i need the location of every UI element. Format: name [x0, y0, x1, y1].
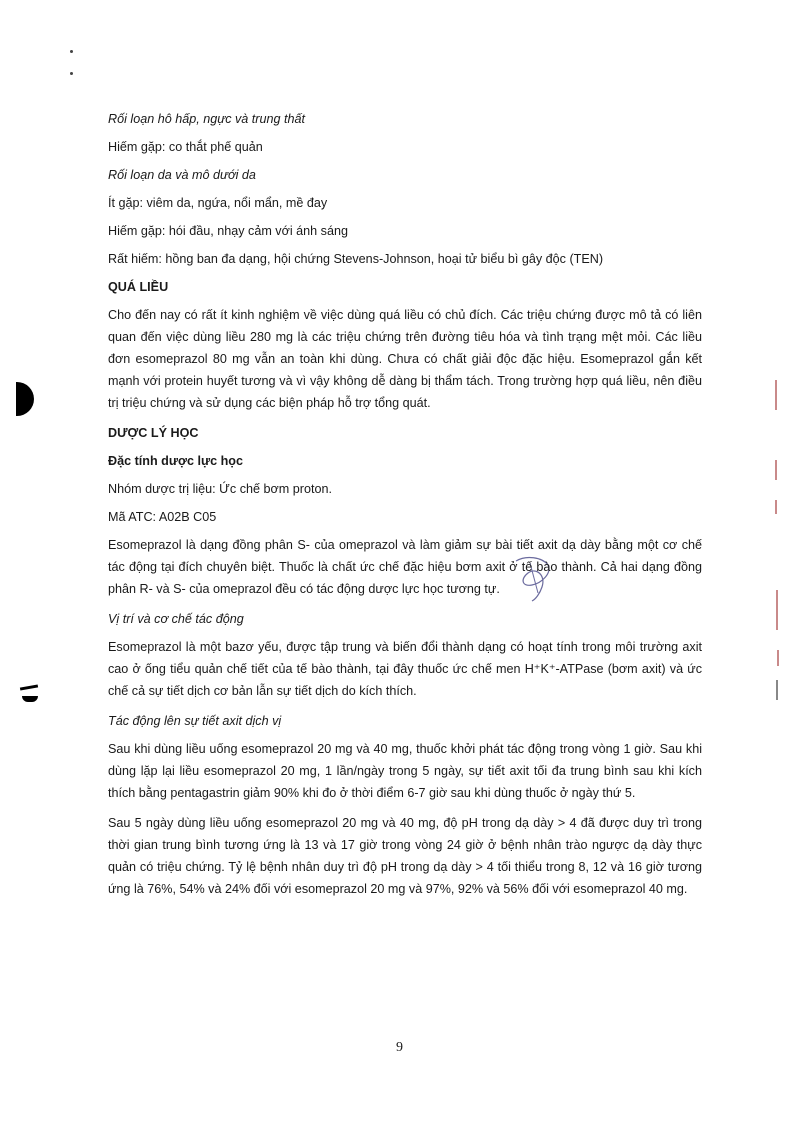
subheading-acid-secretion: Tác động lên sự tiết axit dịch vị	[108, 714, 282, 728]
heading-overdose: QUÁ LIỀU	[108, 280, 169, 294]
edge-mark	[776, 590, 778, 630]
scan-mark	[20, 684, 38, 690]
text-line: Hiếm gặp: hói đầu, nhạy cảm với ánh sáng	[108, 224, 348, 238]
subheading-skin: Rối loạn da và mô dưới da	[108, 168, 256, 182]
text-line: Hiếm gặp: co thắt phế quản	[108, 140, 263, 154]
text-line: Nhóm dược trị liệu: Ức chế bơm proton.	[108, 482, 332, 496]
edge-mark	[775, 500, 777, 514]
edge-mark	[775, 380, 777, 410]
heading-pharmacology: DƯỢC LÝ HỌC	[108, 426, 199, 440]
document-body	[108, 108, 702, 908]
scan-mark	[22, 696, 38, 702]
scan-speck	[70, 72, 73, 75]
punch-hole-mark	[16, 382, 34, 416]
edge-mark	[775, 460, 777, 480]
text-line: Ít gặp: viêm da, ngứa, nổi mẩn, mề đay	[108, 196, 328, 210]
scan-speck	[70, 50, 73, 53]
edge-mark	[776, 680, 778, 700]
subheading-respiratory: Rối loạn hô hấp, ngực và trung thất	[108, 112, 306, 126]
text-line: Mã ATC: A02B C05	[108, 510, 217, 524]
paragraph-mechanism: Esomeprazol là một bazơ yếu, được tập trung và biến đổi thành dạng có hoạt tính trong môi trường axit cao ở ống tiểu quản chế tiết của tế bào thành, tại đây thuốc ức chế men H⁺K⁺-ATPase (bơm axit) và ức chế cả sự tiết dịch cơ bản lẫn sự tiết dịch do kích thích.	[108, 640, 702, 698]
heading-pharmacodynamics: Đặc tính dược lực học	[108, 454, 243, 468]
edge-mark	[777, 650, 779, 666]
paragraph-acid-2: Sau 5 ngày dùng liều uống esomeprazol 20 mg và 40 mg, độ pH trong dạ dày > 4 đã được duy trì trong thời gian trung bình tương ứng là 13 và 17 giờ trong vòng 24 giờ ở bệnh nhân trào ngược dạ dày thực quản có triệu chứng. Tỷ lệ bệnh nhân duy trì độ pH trong dạ dày > 4 tối thiểu trong 8, 12 và 16 giờ tương ứng là 76%, 54% và 24% đối với esomeprazol 20 mg và 97%, 92% và 56% đối với esomeprazol 40 mg.	[108, 816, 702, 896]
subheading-mechanism: Vị trí và cơ chế tác động	[108, 612, 244, 626]
text-line: Rất hiếm: hồng ban đa dạng, hội chứng Stevens-Johnson, hoại tử biểu bì gây độc (TEN)	[108, 252, 604, 266]
page-number: 9	[396, 1040, 403, 1055]
paragraph-esomeprazol: Esomeprazol là dạng đồng phân S- của omeprazol và làm giảm sự bài tiết axit dạ dày bằng một cơ chế tác động tại đích chuyên biệt. Thuốc là chất ức chế đặc hiệu bơm axit ở tế bào thành. Cả hai dạng đồng phân R- và S- của omeprazol đều có tác động dược lực học tương tự.	[108, 538, 702, 596]
paragraph-overdose: Cho đến nay có rất ít kinh nghiệm về việc dùng quá liều có chủ đích. Các triệu chứng được mô tả có liên quan đến việc dùng liều 280 mg là các triệu chứng trên đường tiêu hóa và tình trạng mệt mỏi. Các liều đơn esomeprazol 80 mg vẫn an toàn khi dùng. Chưa có chất giải độc đặc hiệu. Esomeprazol gắn kết mạnh với protein huyết tương và vì vậy không dễ dàng bị thẩm tách. Trong trường hợp quá liều, nên điều trị triệu chứng và sử dụng các biện pháp hỗ trợ tổng quát.	[108, 308, 702, 410]
paragraph-acid-1: Sau khi dùng liều uống esomeprazol 20 mg và 40 mg, thuốc khởi phát tác động trong vòng 1 giờ. Sau khi dùng lặp lại liều esomeprazol 20 mg, 1 lần/ngày trong 5 ngày, sự tiết axit tối đa trung bình sau khi kích thích bằng pentagastrin giảm 90% khi đo ở thời điểm 6-7 giờ sau khi dùng thuốc ở ngày thứ 5.	[108, 742, 702, 800]
